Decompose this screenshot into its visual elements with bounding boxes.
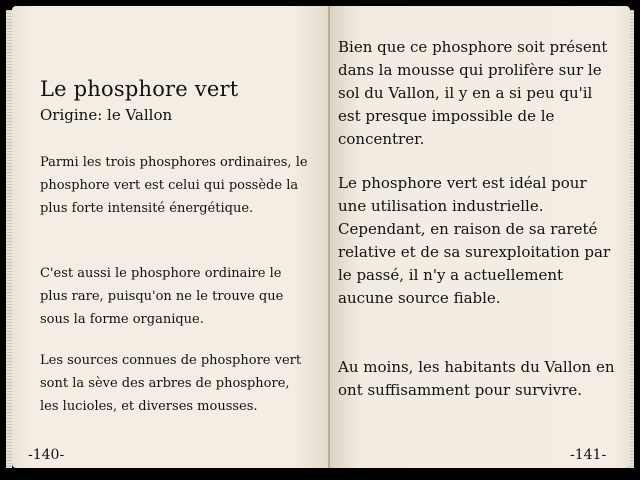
left-paragraph-2: C'est aussi le phosphore ordinaire le plus rare, puisqu'on ne le trouve que sous la forme organique. bbox=[40, 266, 284, 327]
left-paragraph-3: Les sources connues de phosphore vert sont la sève des arbres de phosphore, les lucioles, et diverses mousses. bbox=[40, 353, 302, 414]
right-page bbox=[330, 6, 630, 468]
right-paragraph-3: Au moins, les habitants du Vallon en ont suffisamment pour survivre. bbox=[338, 358, 615, 399]
entry-origin: Origine: le Vallon bbox=[40, 106, 173, 124]
page-number-left: -140- bbox=[28, 447, 65, 463]
entry-title: Le phosphore vert bbox=[40, 77, 239, 101]
page-number-right: -141- bbox=[570, 447, 607, 463]
right-paragraph-2: Le phosphore vert est idéal pour une utilisation industrielle. Cependant, en raison de sa rareté relative et de sa surexploitation par le passé, il n'y a actuellement aucune source fiable. bbox=[338, 174, 611, 307]
left-paragraph-1: Parmi les trois phosphores ordinaires, le phosphore vert est celui qui possède la plus forte intensité énergétique. bbox=[40, 155, 308, 216]
left-page bbox=[12, 6, 330, 468]
right-paragraph-1: Bien que ce phosphore soit présent dans la mousse qui prolifère sur le sol du Vallon, il y en a si peu qu'il est presque impossible de le concentrer. bbox=[338, 38, 608, 148]
